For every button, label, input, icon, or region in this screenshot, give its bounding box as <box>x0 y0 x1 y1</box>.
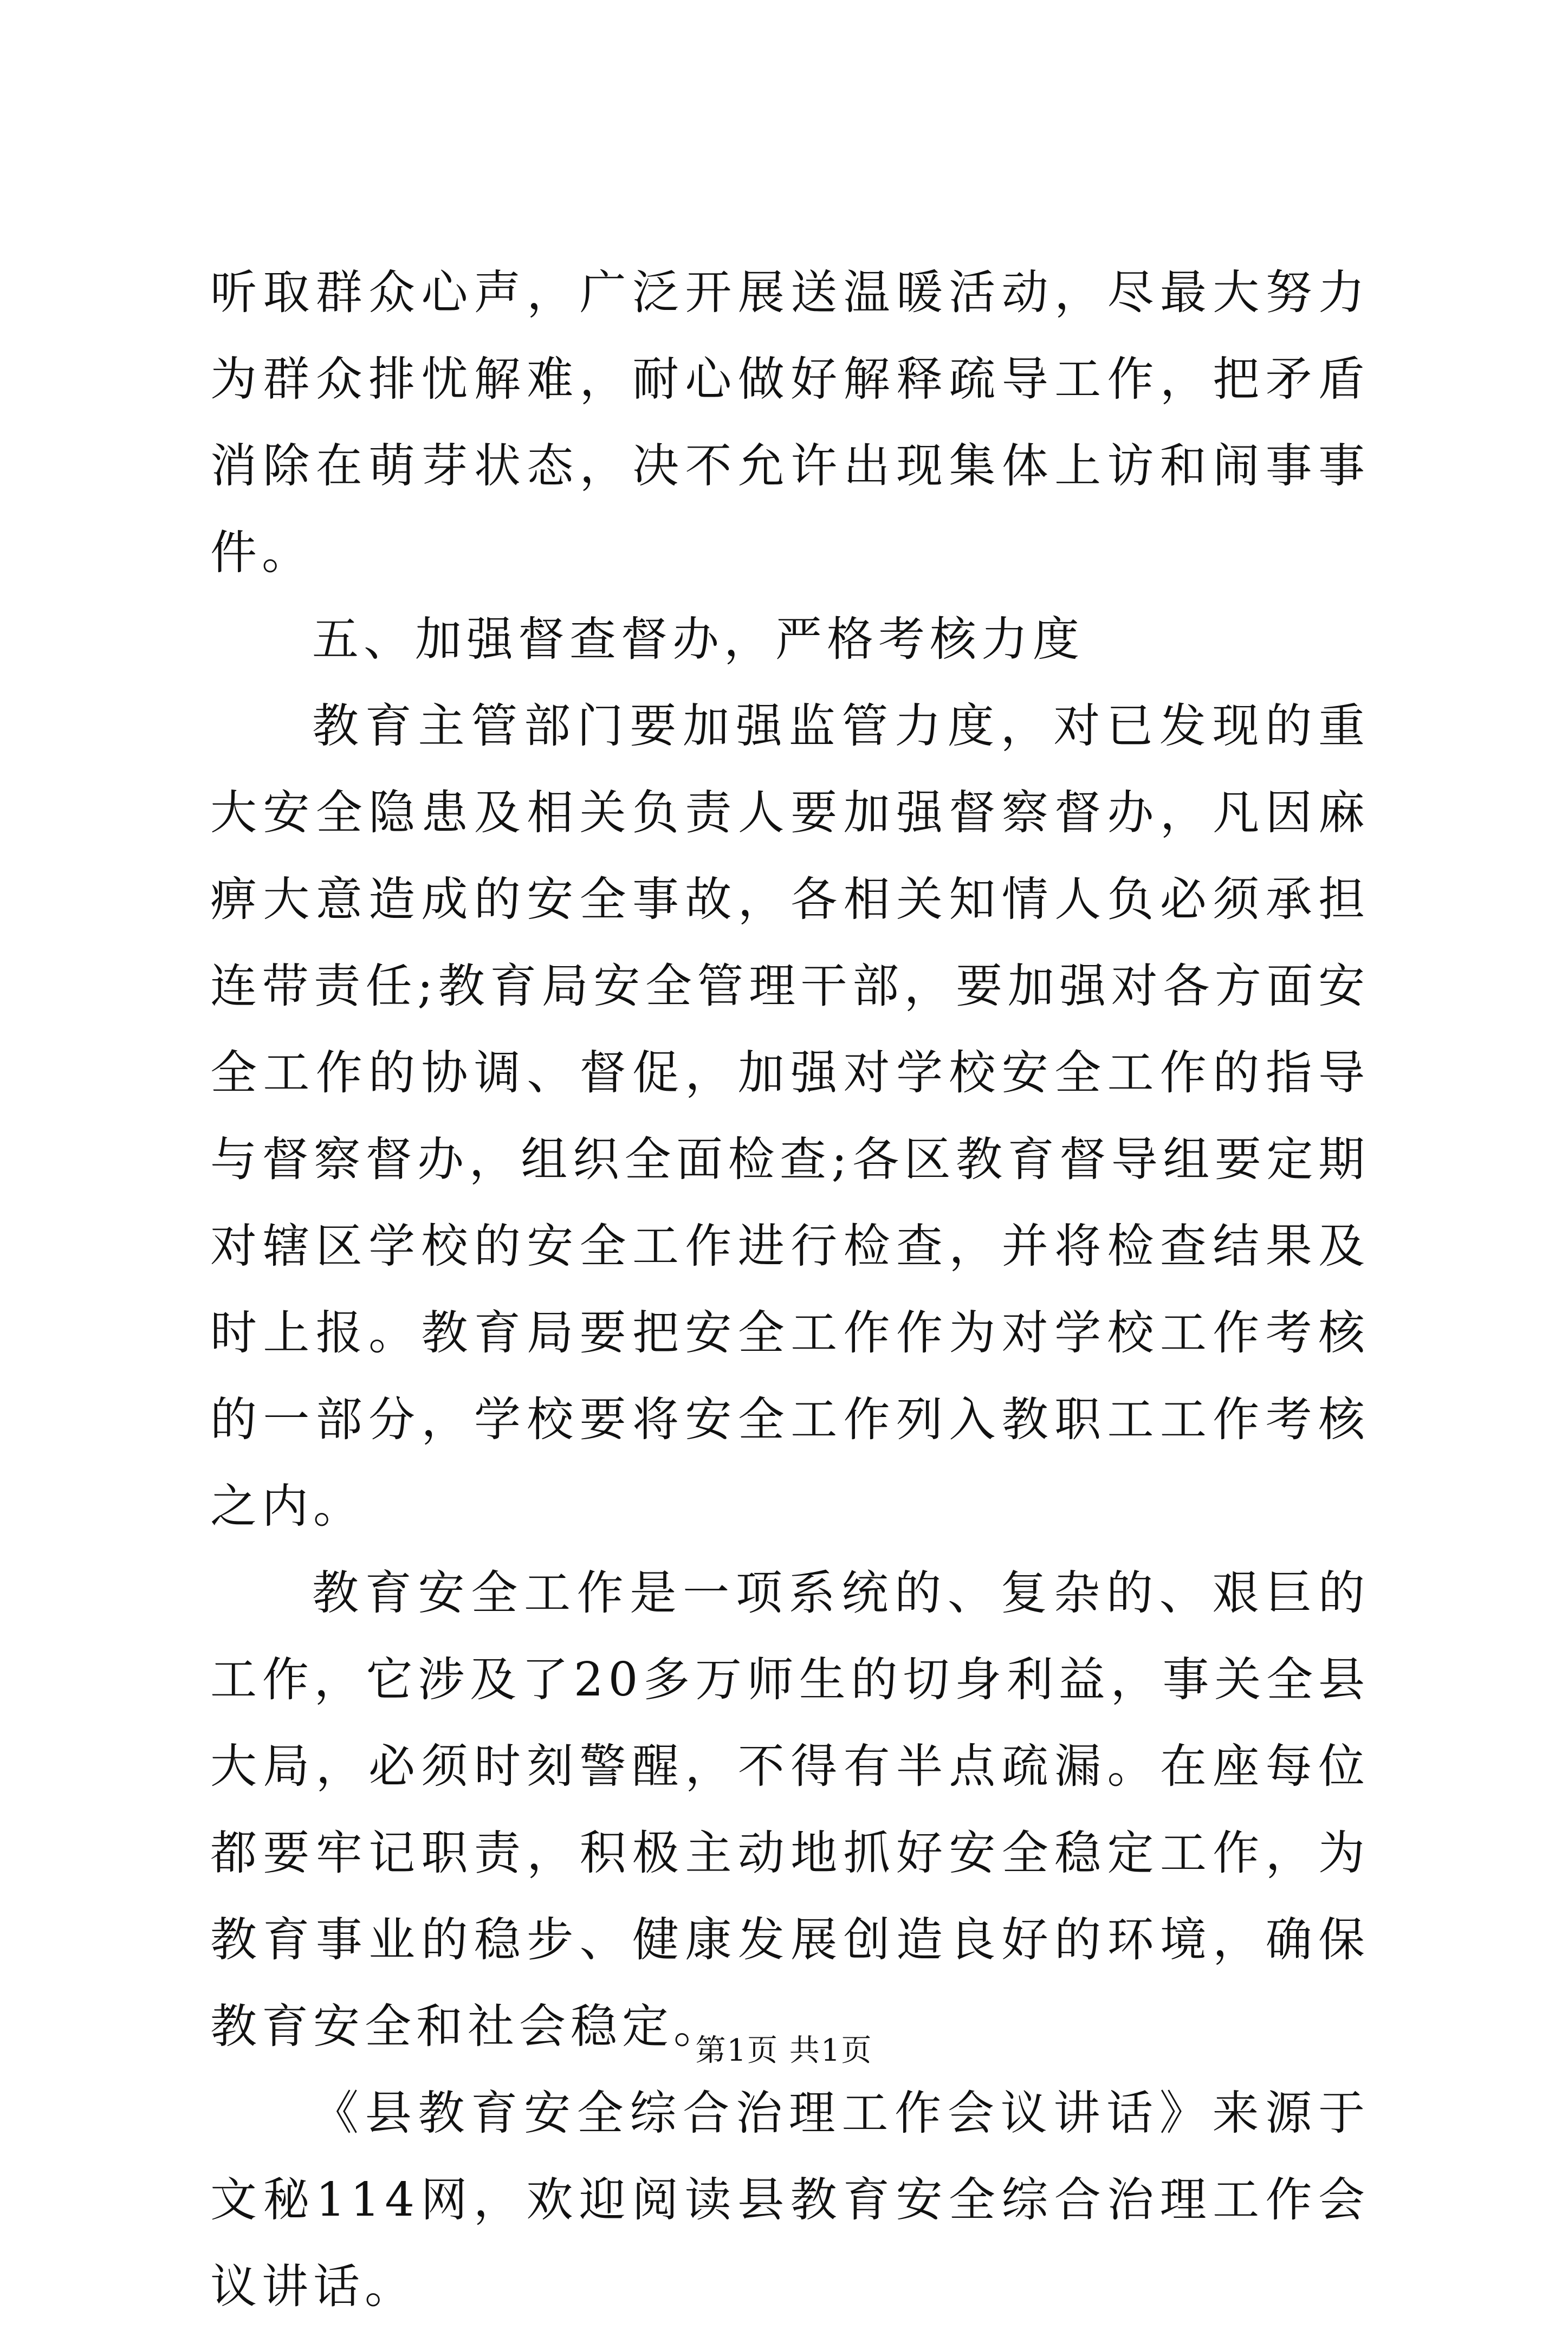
paragraph-source-note: 《县教育安全综合治理工作会议讲话》来源于文秘114网，欢迎阅读县教育安全综合治理工作会议讲话。 <box>210 2086 1370 2314</box>
section-heading: 五、加强督查督办，严格考核力度 <box>312 612 1084 666</box>
document-body <box>210 249 1370 2330</box>
paragraph-supervision: 教育主管部门要加强监管力度，对已发现的重大安全隐患及相关负责人要加强督察督办，凡因麻痹大意造成的安全事故，各相关知情人负必须承担连带责任;教育局安全管理干部，要加强对各方面安全工作的协调、督促，加强对学校安全工作的指导与督察督办，组织全面检查;各区教育督导组要定期对辖区学校的安全工作进行检查，并将检查结果及时上报。教育局要把安全工作作为对学校工作考核的一部分，学校要将安全工作列入教职工工作考核之内。 <box>210 699 1370 1533</box>
paragraph-continuation: 听取群众心声，广泛开展送温暖活动，尽最大努力为群众排忧解难，耐心做好解释疏导工作，把矛盾消除在萌芽状态，决不允许出现集体上访和闹事事件。 <box>210 266 1370 580</box>
page-footer: 第1页 共1页 <box>695 2033 873 2068</box>
paragraph-conclusion: 教育安全工作是一项系统的、复杂的、艰巨的工作，它涉及了20多万师生的切身利益，事关全县大局，必须时刻警醒，不得有半点疏漏。在座每位都要牢记职责，积极主动地抓好安全稳定工作，为教育事业的稳步、健康发展创造良好的环境，确保教育安全和社会稳定。 <box>210 1566 1370 2054</box>
